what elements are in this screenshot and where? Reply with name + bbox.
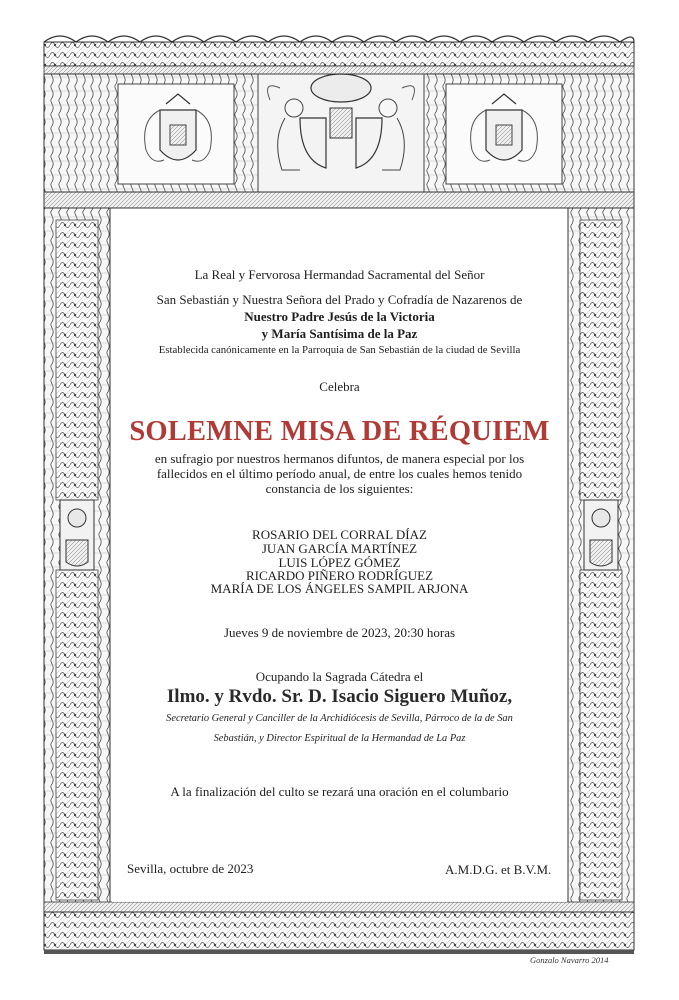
preacher-role-line-2: Sebastián, y Director Espiritual de la Hermandad de La Paz xyxy=(213,733,466,744)
intro-line-2: fallecidos en el último período anual, de entre los cuales hemos tenido xyxy=(156,466,523,481)
closing-note: A la finalización del culto se rezará una oración en el columbario xyxy=(170,784,509,799)
deceased-name: MARÍA DE LOS ÁNGELES SAMPIL ARJONA xyxy=(210,581,469,596)
brotherhood-name-line-2: San Sebastián y Nuestra Señora del Prado y Cofradía de Nazarenos de xyxy=(156,292,523,307)
establishment-note: Establecida canónicamente en la Parroquia de San Sebastián de la ciudad de Sevilla xyxy=(158,344,521,356)
brotherhood-name-line-1: La Real y Fervorosa Hermandad Sacramental del Señor xyxy=(194,267,485,282)
event-date: Jueves 9 de noviembre de 2023, 20:30 horas xyxy=(223,625,456,640)
deceased-name: RICARDO PIÑERO RODRÍGUEZ xyxy=(245,568,434,583)
celebra-label: Celebra xyxy=(319,379,360,394)
deceased-name: JUAN GARCÍA MARTÍNEZ xyxy=(261,541,418,556)
right-column xyxy=(568,208,634,910)
top-cresting xyxy=(44,36,634,74)
deceased-name: LUIS LÓPEZ GÓMEZ xyxy=(278,555,401,570)
bottom-base xyxy=(44,902,634,954)
brotherhood-name-line-4: y María Santísima de la Paz xyxy=(261,326,418,341)
intro-line-3: constancia de los siguientes: xyxy=(265,481,414,496)
catedra-label: Ocupando la Sagrada Cátedra el xyxy=(255,669,424,684)
artist-signature: Gonzalo Navarro 2014 xyxy=(530,955,609,965)
left-column xyxy=(44,208,110,910)
preacher-name: Ilmo. y Rvdo. Sr. D. Isacio Siguero Muñoz, xyxy=(166,686,513,707)
deceased-name: ROSARIO DEL CORRAL DÍAZ xyxy=(252,527,427,542)
intro-line-1: en sufragio por nuestros hermanos difuntos, de manera especial por los xyxy=(154,451,525,466)
place-and-date: Sevilla, octubre de 2023 xyxy=(127,861,254,876)
brotherhood-name-line-3: Nuestro Padre Jesús de la Victoria xyxy=(244,309,435,324)
event-title: SOLEMNE MISA DE RÉQUIEM xyxy=(129,416,550,447)
preacher-role-line-1: Secretario General y Canciller de la Archidiócesis de Sevilla, Párroco de la de San xyxy=(166,713,513,724)
motto: A.M.D.G. et B.V.M. xyxy=(445,862,552,877)
